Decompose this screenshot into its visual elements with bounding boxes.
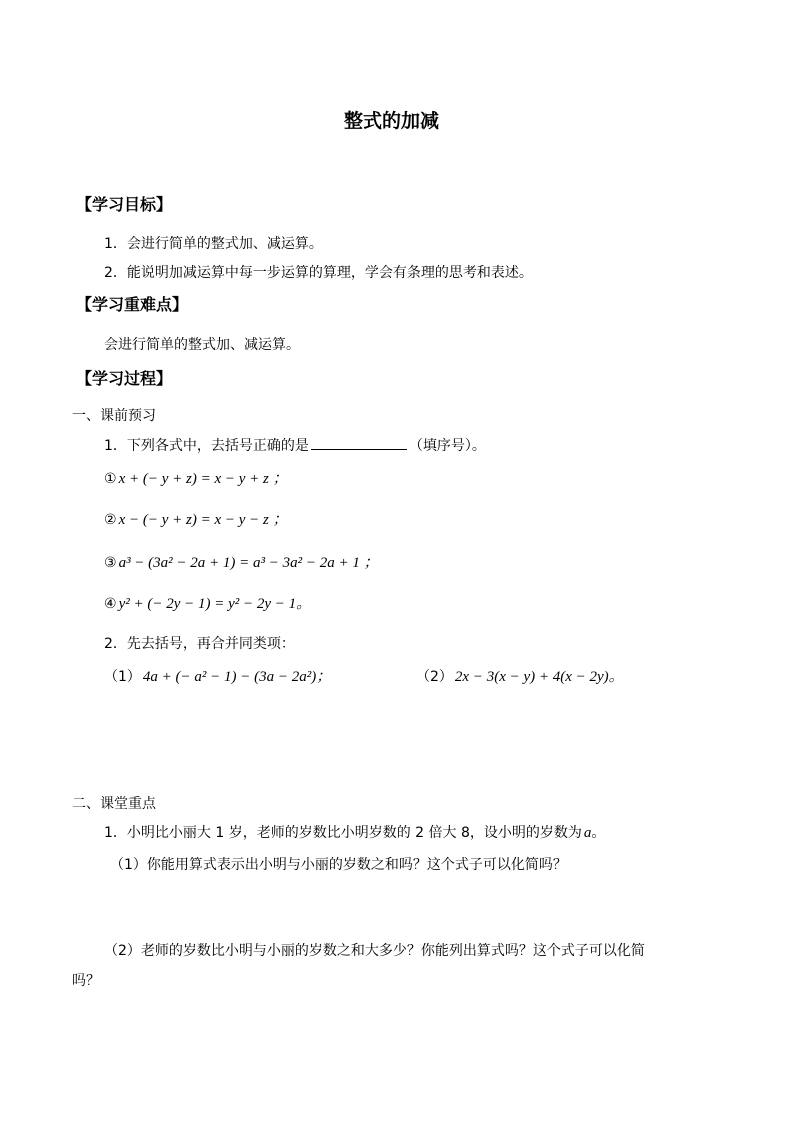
page-title: 整式的加减 xyxy=(344,110,440,132)
option-2 xyxy=(104,508,288,529)
question-1-prompt: 1．下列各式中，去括号正确的是 xyxy=(104,438,309,454)
option-expression: y² + (− 2y − 1) = y² − 2y − 1。 xyxy=(118,596,312,612)
option-expression: x − (− y + z) = x − y − z ； xyxy=(118,512,288,528)
option-marker: ③ xyxy=(104,555,117,571)
preview-heading: 一、课前预习 xyxy=(72,408,156,424)
part-label: （1） xyxy=(104,669,141,685)
variable-a: a xyxy=(583,825,592,841)
class-focus-heading: 二、课堂重点 xyxy=(72,796,156,812)
question-1-suffix: （填序号）。 xyxy=(408,438,486,454)
class-focus-sub-question-2-line-2: 吗？ xyxy=(72,973,100,989)
option-1 xyxy=(104,467,288,488)
objectives-heading: 【学习目标】 xyxy=(76,195,173,214)
option-marker: ① xyxy=(104,471,117,487)
option-3 xyxy=(104,551,379,572)
part-expression: 2x − 3(x − y) + 4(x − 2y)。 xyxy=(454,669,624,685)
objective-item-2: 2．能说明加减运算中每一步运算的算理，学会有条理的思考和表述。 xyxy=(104,265,533,281)
option-marker: ④ xyxy=(104,596,117,612)
answer-blank[interactable] xyxy=(311,435,407,450)
process-heading: 【学习过程】 xyxy=(76,369,173,388)
class-focus-sub-question-2-line-1: （2）老师的岁数比小明与小丽的岁数之和大多少？你能列出算式吗？这个式子可以化简 xyxy=(104,943,645,959)
part-expression: 4a + (− a² − 1) − (3a − 2a²)； xyxy=(142,669,332,685)
preview-question-2: 2．先去括号，再合并同类项： xyxy=(104,636,295,652)
class-focus-sub-question-1: （1）你能用算式表示出小明与小丽的岁数之和吗？这个式子可以化简吗？ xyxy=(110,857,567,873)
key-points-text: 会进行简单的整式加、减运算。 xyxy=(104,337,300,353)
option-4 xyxy=(104,592,311,613)
preview-question-1 xyxy=(104,435,486,455)
question-end: 。 xyxy=(591,825,606,841)
objective-item-1: 1．会进行简单的整式加、减运算。 xyxy=(104,236,323,252)
part-label: （2） xyxy=(416,669,453,685)
question-prompt: 1．小明比小丽大 1 岁，老师的岁数比小明岁数的 2 倍大 8，设小明的岁数为 xyxy=(104,825,582,841)
question-2-part-1 xyxy=(104,665,331,686)
question-2-part-2 xyxy=(416,665,624,686)
class-focus-question-1 xyxy=(104,822,605,842)
option-expression: a³ − (3a² − 2a + 1) = a³ − 3a² − 2a + 1 ； xyxy=(118,555,379,571)
option-marker: ② xyxy=(104,512,117,528)
key-points-heading: 【学习重难点】 xyxy=(76,295,189,314)
option-expression: x + (− y + z) = x − y + z ； xyxy=(118,471,288,487)
